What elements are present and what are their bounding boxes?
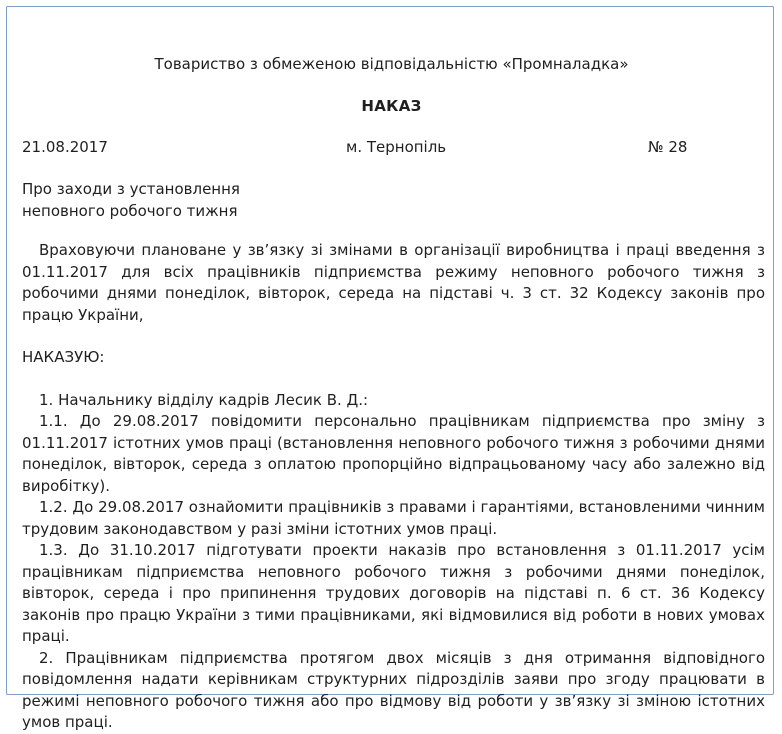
document-number: № 28 <box>648 138 688 156</box>
order-item: 1. Начальнику відділу кадрів Лесик В. Д.: <box>39 390 369 409</box>
document-title: НАКАЗ <box>361 96 422 115</box>
preamble-paragraph: Враховуючи плановане у зв’язку зі змінами в організації виробництва і праці введення з 01.11.2017 для всіх працівників підприємства режиму неповного робочого тижня з робочими днями понеділок, вівторок, середа на підставі ч. 3 ст. 32 Кодексу законів про працю України, <box>22 241 765 324</box>
document-city: м. Тернопіль <box>346 138 447 156</box>
order-item: 2. Працівникам підприємства протягом двох місяців з дня отримання відповідного повідомлення надати керівникам структурних підрозділів заяви про згоду працювати в режимі неповного робочого тижня або про відмову від роботи у зв’язку зі зміною істотних умов праці. <box>22 648 765 731</box>
order-items <box>22 390 765 734</box>
order-word: НАКАЗУЮ: <box>22 348 105 366</box>
company-name: Товариство з обмеженою відповідальністю «Промналадка» <box>154 55 629 73</box>
order-item: 1.2. До 29.08.2017 ознайомити працівників з правами і гарантіями, встановленими чинним трудовим законодавством у разі зміни істотних умов праці. <box>22 498 765 538</box>
document-meta-row <box>18 137 765 159</box>
subject-line: Про заходи з установлення <box>22 180 240 198</box>
order-item: 1.3. До 31.10.2017 підготувати проекти наказів про встановлення з 01.11.2017 усім працівникам підприємства неповного робочого тижня з робочими днями понеділок, вівторок, середа і про припинення трудових договорів на підставі п. 6 ст. 36 Кодексу законів про працю України з тими працівниками, які відмовилися від роботи в нових умовах праці. <box>22 541 765 645</box>
document-date: 21.08.2017 <box>22 138 108 156</box>
subject-line: неповного робочого тижня <box>22 201 238 220</box>
document-subject <box>22 179 322 222</box>
order-item: 1.1. До 29.08.2017 повідомити персонально працівникам підприємства про зміну з 01.11.2017 істотних умов праці (встановлення неповного робочого тижня з робочими днями понеділок, вівторок, середа з оплатою пропорційно відпрацьованому часу або залежно від виробітку). <box>22 412 765 495</box>
order-document <box>18 54 765 734</box>
